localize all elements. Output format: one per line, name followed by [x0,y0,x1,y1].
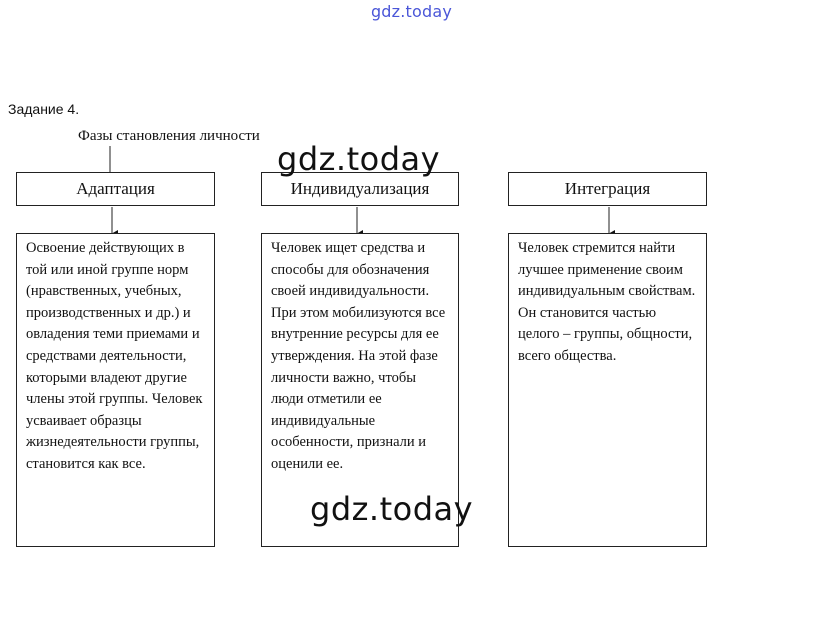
description-adaptation: Освоение действующих в той или иной группе норм (нравственных, учебных, производственных и др.) и овладения теми приемами и средствами деятельности, которыми владеют другие члены этой группы. Человек усваивает образцы жизнедеятельности группы, становится как все. [26,240,203,472]
phase-label-integration: Интеграция [564,179,651,198]
phase-label-adaptation: Адаптация [76,179,155,198]
watermark-bottom: gdz.today [310,490,474,528]
description-box-adaptation [16,233,215,547]
description-individualization: Человек ищет средства и способы для обозначения своей индивидуальности. При этом мобилизуются все внутренние ресурсы для ее утверждения. На этой фазе личности важно, чтобы люди отметили ее индивидуальные особенности, признали и оценили ее. [271,240,446,472]
phase-box-adaptation [16,172,215,206]
phase-box-integration [508,172,707,206]
watermark-middle: gdz.today [277,140,441,178]
description-box-integration [508,233,707,547]
diagram-title: Фазы становления личности [78,128,260,144]
phase-label-individualization: Индивидуализация [290,179,430,198]
description-integration: Человек стремится найти лучшее применение своим индивидуальным свойствам. Он становится частью целого – группы, общности, всего общества. [518,240,696,364]
task-label: Задание 4. [8,101,80,117]
watermark-top: gdz.today [370,2,453,21]
